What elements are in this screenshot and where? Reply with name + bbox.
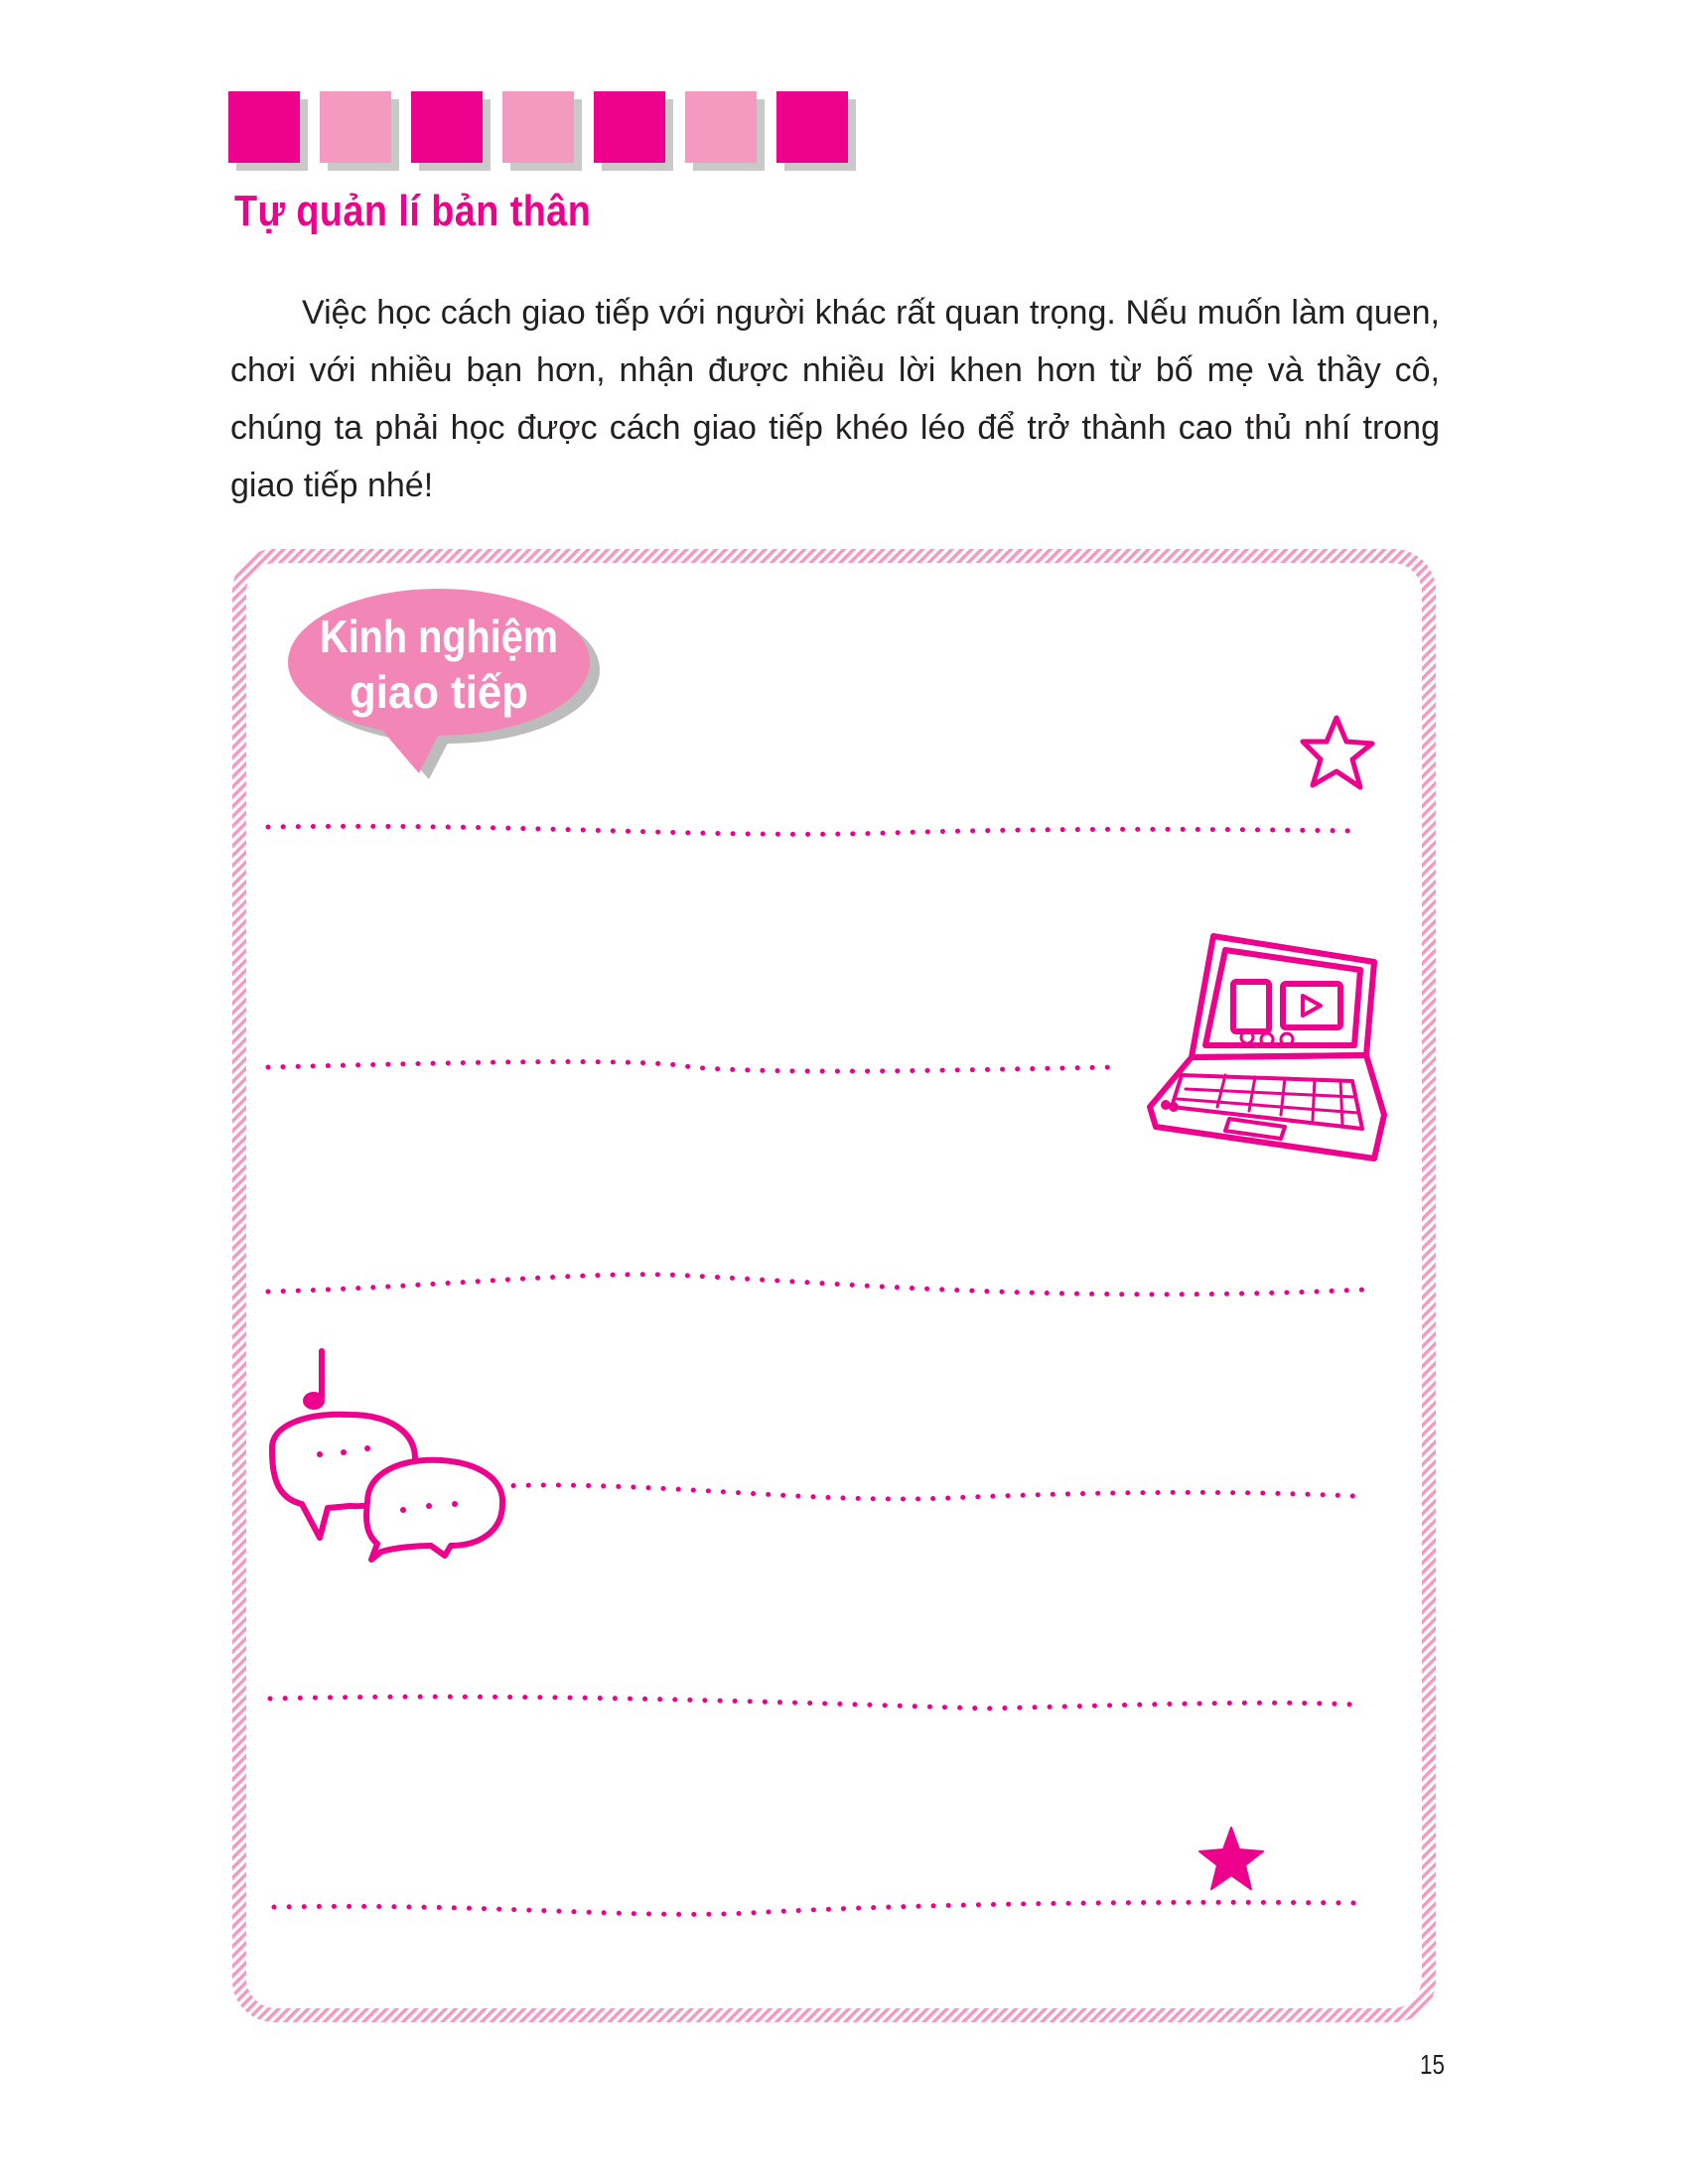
worksheet-frame (232, 549, 1436, 2022)
intro-paragraph: Việc học cách giao tiếp với người khác rất quan trọng. Nếu muốn làm quen, chơi với nhiều bạn hơn, nhận được nhiều lời khen hơn từ bố mẹ và thầy cô, chúng ta phải học được cách giao tiếp khéo léo để trở thành cao thủ nhí trong giao tiếp nhé! (230, 294, 1440, 504)
header-square (228, 91, 300, 163)
star-filled-icon (1199, 1828, 1263, 1889)
header-square (685, 91, 757, 163)
writing-line (498, 1485, 1354, 1499)
writing-line (268, 1062, 1116, 1072)
header-square (776, 91, 848, 163)
frame-border (232, 549, 1436, 2022)
section-title: Tự quản lí bản thân (234, 187, 592, 235)
header-square (502, 91, 574, 163)
header-square (594, 91, 665, 163)
writing-line (268, 826, 1358, 834)
writing-line (268, 1275, 1364, 1295)
music-note-icon (303, 1351, 325, 1410)
page-number: 15 (1420, 2049, 1445, 2080)
speech-bubble (288, 589, 600, 779)
header-square (411, 91, 483, 163)
writing-line (274, 1902, 1360, 1914)
chat-bubbles-icon (272, 1415, 502, 1560)
header-square (320, 91, 391, 163)
bubble-title-line-1: Kinh nghiệm (320, 611, 558, 662)
writing-line (270, 1697, 1354, 1708)
laptop-icon (1150, 936, 1384, 1159)
decorative-squares (228, 91, 864, 171)
star-outline-icon (1303, 718, 1372, 787)
bubble-title-line-2: giao tiếp (350, 666, 528, 718)
